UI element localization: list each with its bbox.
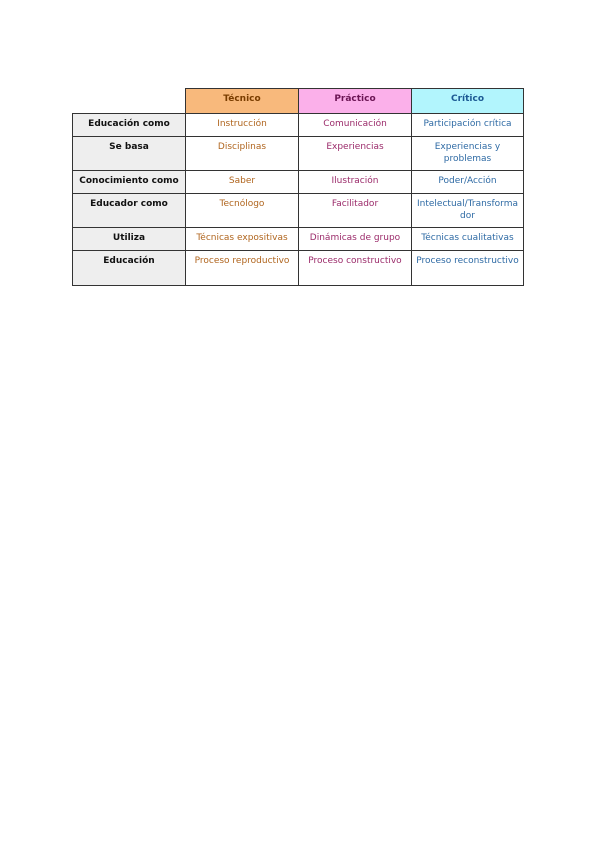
cell-tecnico: Proceso reproductivo [186, 251, 299, 286]
corner-cell [73, 89, 186, 114]
column-header-critico: Crítico [412, 89, 524, 114]
cell-practico: Dinámicas de grupo [299, 228, 412, 251]
row-label: Educador como [73, 194, 186, 228]
cell-tecnico: Disciplinas [186, 137, 299, 171]
cell-critico: Experiencias y problemas [412, 137, 524, 171]
header-row [73, 89, 524, 114]
table-row [73, 114, 524, 137]
table-row [73, 228, 524, 251]
cell-practico: Experiencias [299, 137, 412, 171]
cell-tecnico: Saber [186, 171, 299, 194]
cell-critico: Poder/Acción [412, 171, 524, 194]
row-label: Conocimiento como [73, 171, 186, 194]
table-row [73, 251, 524, 286]
cell-practico: Proceso constructivo [299, 251, 412, 286]
table-row [73, 194, 524, 228]
cell-critico: Técnicas cualitativas [412, 228, 524, 251]
cell-practico: Facilitador [299, 194, 412, 228]
cell-tecnico: Técnicas expositivas [186, 228, 299, 251]
column-header-tecnico: Técnico [186, 89, 299, 114]
cell-critico: Participación crítica [412, 114, 524, 137]
cell-tecnico: Instrucción [186, 114, 299, 137]
cell-critico: Intelectual/Transformador [412, 194, 524, 228]
cell-critico: Proceso reconstructivo [412, 251, 524, 286]
row-label: Utiliza [73, 228, 186, 251]
row-label: Se basa [73, 137, 186, 171]
comparison-table [72, 88, 524, 286]
table-row [73, 171, 524, 194]
cell-practico: Comunicación [299, 114, 412, 137]
row-label: Educación [73, 251, 186, 286]
table-row [73, 137, 524, 171]
cell-tecnico: Tecnólogo [186, 194, 299, 228]
cell-practico: Ilustración [299, 171, 412, 194]
column-header-practico: Práctico [299, 89, 412, 114]
row-label: Educación como [73, 114, 186, 137]
